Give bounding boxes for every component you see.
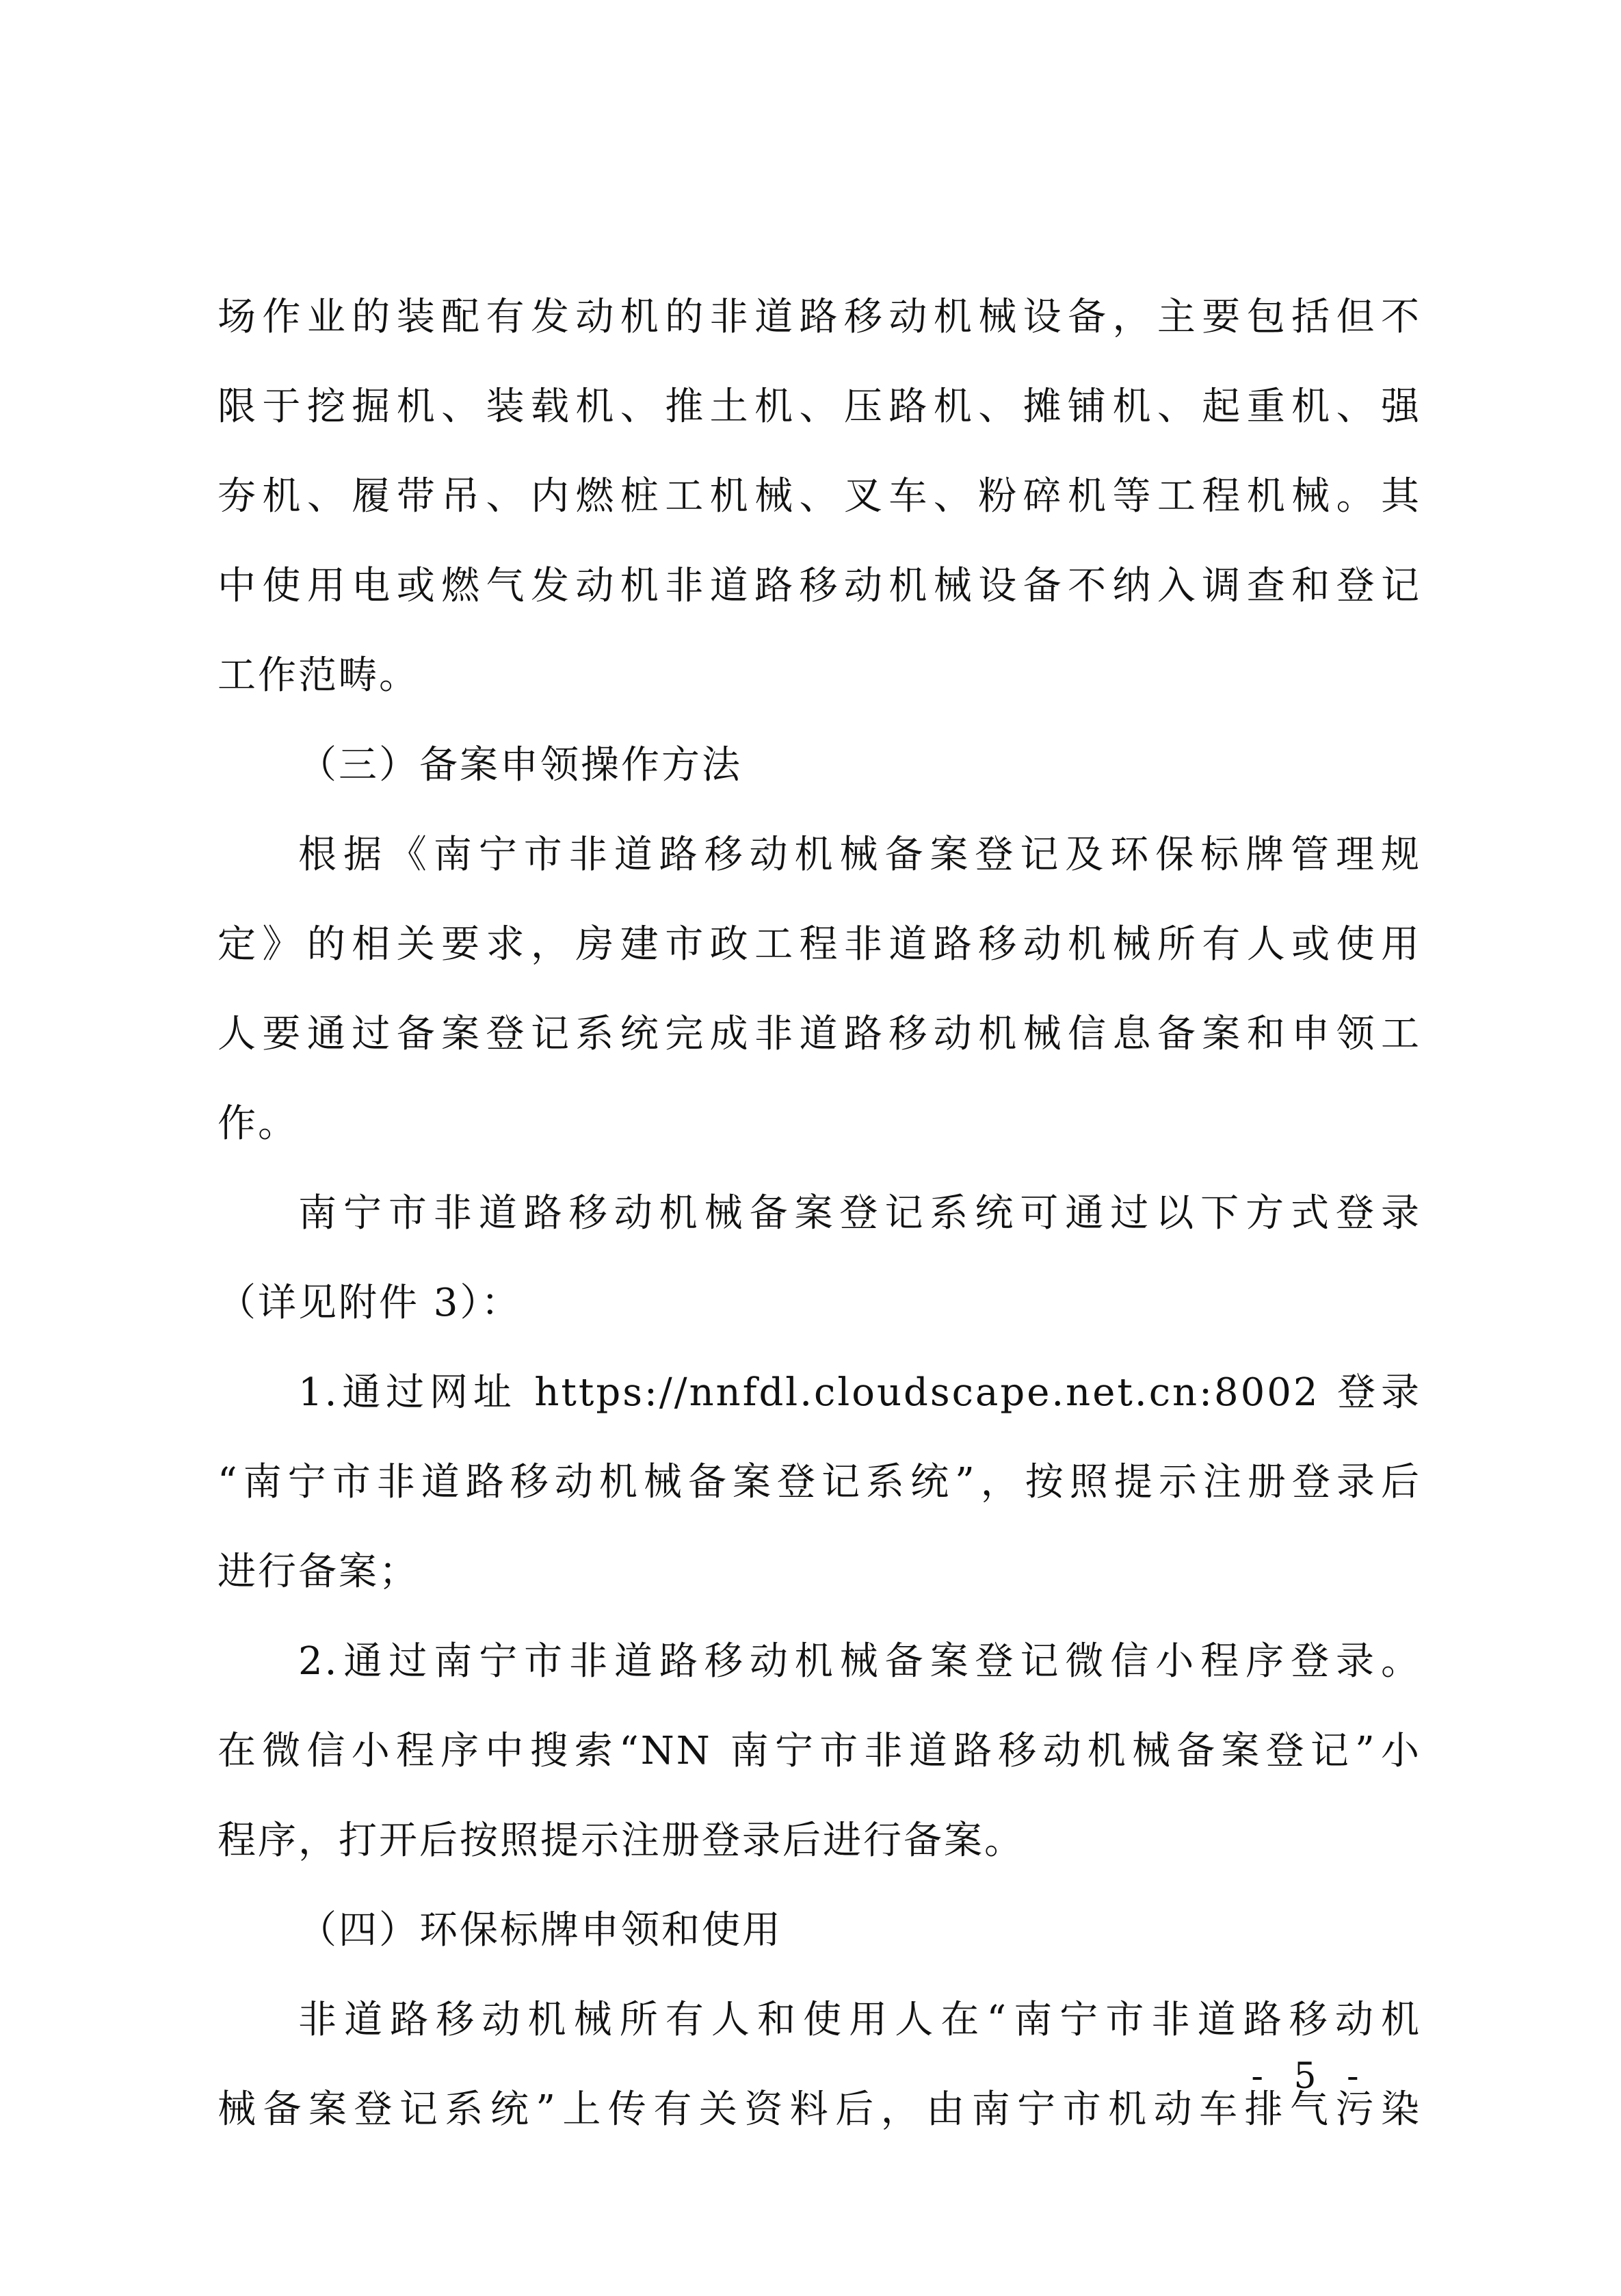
body-text: [218, 272, 1421, 2154]
section-heading-title: 备案申领操作方法: [419, 743, 742, 787]
paragraph-line: 人要通过备案登记系统完成非道路移动机械信息备案和申领工: [218, 1012, 1421, 1056]
list-item-line: 2.通过南宁市非道路移动机械备案登记微信小程序登录。: [298, 1639, 1421, 1684]
list-item-line: 进行备案；: [218, 1550, 419, 1594]
list-item-line: 在微信小程序中搜索“NN 南宁市非道路移动机械备案登记”小: [218, 1729, 1421, 1773]
paragraph-line: 工作范畴。: [218, 653, 419, 698]
paragraph-line: （详见附件 3）：: [218, 1281, 522, 1325]
paragraph-line: 根据《南宁市非道路移动机械备案登记及环保标牌管理规: [298, 833, 1421, 877]
paragraph-line: 非道路移动机械所有人和使用人在“南宁市非道路移动机: [298, 1998, 1421, 2042]
paragraph-line: 南宁市非道路移动机械备案登记系统可通过以下方式登录: [298, 1191, 1421, 1236]
section-heading-4: [218, 1886, 1421, 1975]
section-heading-number: （三）: [298, 743, 419, 787]
list-item-line: “南宁市非道路移动机械备案登记系统”，按照提示注册登录后: [218, 1460, 1421, 1504]
paragraph-line: 夯机、履带吊、内燃桩工机械、叉车、粉碎机等工程机械。其: [218, 474, 1421, 519]
section-heading-3: [218, 720, 1421, 810]
section-heading-title: 环保标牌申领和使用: [419, 1908, 782, 1953]
page-number: - 5 -: [1251, 2056, 1369, 2097]
paragraph-line: 定》的相关要求，房建市政工程非道路移动机械所有人或使用: [218, 922, 1421, 967]
list-item-line: 程序，打开后按照提示注册登录后进行备案。: [218, 1818, 1025, 1863]
section-heading-number: （四）: [298, 1908, 419, 1953]
list-item-line: 1.通过网址 https://nnfdl.cloudscape.net.cn:8002 登录: [298, 1370, 1421, 1415]
paragraph-line: 场作业的装配有发动机的非道路移动机械设备，主要包括但不: [218, 295, 1421, 339]
paragraph-line: 中使用电或燃气发动机非道路移动机械设备不纳入调查和登记: [218, 564, 1421, 608]
paragraph-line: 限于挖掘机、装载机、推土机、压路机、摊铺机、起重机、强: [218, 384, 1421, 429]
paragraph-line: 作。: [218, 1101, 298, 1146]
paragraph-line: 械备案登记系统”上传有关资料后，由南宁市机动车排气污染: [218, 2087, 1421, 2132]
